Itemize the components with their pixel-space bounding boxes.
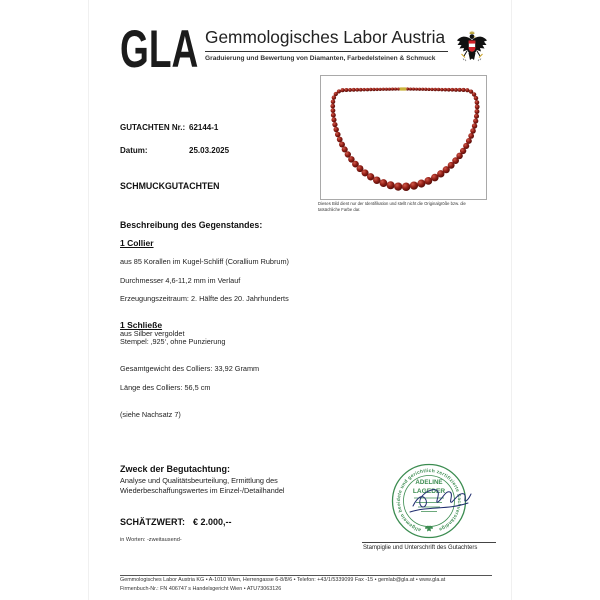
item-clasp-material: aus Silber vergoldet	[120, 328, 185, 338]
lab-name: Gemmologisches Labor Austria	[205, 27, 446, 47]
item-collier-title: 1 Collier	[120, 238, 154, 248]
coral-bead	[337, 137, 343, 143]
necklace-thread	[333, 89, 477, 187]
coral-bead	[369, 88, 372, 91]
total-weight: Gesamtgewicht des Colliers: 33,92 Gramm	[120, 363, 260, 373]
coral-bead	[412, 88, 415, 91]
coral-bead	[355, 88, 359, 92]
coral-bead	[470, 128, 476, 134]
appraiser-signature	[408, 476, 474, 520]
valuation-value: € 2.000,--	[193, 517, 232, 527]
coral-bead	[379, 88, 382, 91]
svg-text:ADELINE: ADELINE	[415, 479, 443, 486]
signature-line	[362, 542, 496, 543]
coral-bead	[458, 88, 462, 92]
coral-bead	[466, 138, 472, 144]
coral-bead	[440, 88, 444, 92]
total-length: Länge des Colliers: 56,5 cm	[120, 382, 211, 392]
coral-bead	[380, 179, 388, 187]
coral-bead	[331, 117, 336, 122]
item-collier-diameter: Durchmesser 4,6-11,2 mm im Verlauf	[120, 275, 241, 285]
coral-bead	[359, 88, 363, 92]
coral-bead	[475, 104, 480, 109]
coral-bead	[402, 183, 411, 192]
coral-bead	[410, 181, 418, 189]
svg-text:allgemein beeidete und gericht: allgemein beeidete und gerichtlich zertifizierte Sachverständige	[396, 468, 462, 532]
photo-caption-line: tatsächliche Farbe dar.	[318, 207, 361, 212]
purpose-heading: Zweck der Begutachtung:	[120, 464, 231, 474]
footer-contact-line: Gemmologisches Labor Austria KG • A-1010 Wien, Herrengasse 6-8/8/6 • Telefon: +43/1/5339099 Fax -15 • gemlab@gla.at • www.gla.at	[120, 576, 446, 583]
appendix-note: (siehe Nachsatz 7)	[120, 409, 181, 419]
coral-bead	[373, 176, 381, 184]
coral-bead	[454, 88, 458, 92]
coral-bead	[469, 89, 473, 93]
coral-bead	[335, 132, 341, 138]
coral-bead	[474, 109, 479, 114]
coral-bead	[424, 88, 427, 91]
certificate-type: SCHMUCKGUTACHTEN	[120, 181, 220, 191]
coral-bead	[344, 88, 348, 92]
coral-bead	[468, 133, 474, 139]
gla-logo: GLA	[120, 20, 199, 79]
lab-tagline: Graduierung und Bewertung von Diamanten, Farbedelsteinen & Schmuck	[205, 54, 436, 62]
coral-bead	[434, 88, 437, 91]
coral-bead	[332, 95, 336, 99]
header-rule	[205, 51, 448, 52]
footer-registry-line: Firmenbuch-Nr.: FN 406747 s Handelsgericht Wien • ATU73063126	[120, 585, 282, 592]
coral-bead	[331, 108, 336, 113]
coral-bead	[352, 88, 356, 92]
coral-bead	[332, 122, 337, 127]
valuation-in-words: in Worten: -zweitausend-	[120, 536, 182, 543]
coral-bead	[473, 118, 478, 123]
coral-bead	[394, 87, 397, 90]
coral-bead	[447, 88, 451, 92]
certificate-number-label: GUTACHTEN Nr.:	[120, 123, 186, 132]
coral-bead	[385, 88, 388, 91]
description-heading: Beschreibung des Gegenstandes:	[120, 219, 263, 230]
item-clasp-title: 1 Schließe	[120, 320, 163, 330]
certificate-number-value: 62144-1	[189, 123, 219, 132]
coral-beads	[330, 87, 479, 191]
purpose-line: Wiederbeschaffungswertes im Einzel-/Detailhandel	[120, 485, 285, 495]
coral-bead	[372, 88, 375, 91]
coral-bead	[421, 88, 424, 91]
coral-bead	[415, 88, 418, 91]
coral-bead	[387, 181, 395, 189]
gold-clasp	[400, 87, 407, 90]
valuation-label: SCHÄTZWERT:	[120, 517, 185, 527]
coral-bead	[375, 88, 378, 91]
coral-bead	[388, 88, 391, 91]
coral-bead	[362, 88, 366, 92]
coral-bead	[461, 88, 465, 92]
date-label: Datum:	[120, 146, 148, 155]
coral-bead	[341, 88, 345, 92]
svg-text:LAGEDER: LAGEDER	[412, 488, 446, 495]
coral-bead	[472, 123, 477, 128]
coral-bead	[427, 88, 430, 91]
coral-bead	[394, 182, 402, 190]
item-photo	[320, 75, 487, 200]
austrian-eagle-crest-icon	[456, 29, 488, 67]
coral-bead	[418, 88, 421, 91]
date-value: 25.03.2025	[189, 146, 230, 155]
coral-bead	[330, 104, 335, 109]
purpose-line: Analyse und Qualitätsbeurteilung, Ermittlung des	[120, 475, 278, 485]
coral-bead	[437, 88, 441, 92]
coral-bead	[382, 88, 385, 91]
coral-bead	[430, 88, 433, 91]
coral-bead	[465, 88, 469, 92]
item-collier-period: Erzeugungszeitraum: 2. Hälfte des 20. Jahrhunderts	[120, 293, 289, 303]
signature-caption: Stampiglie und Unterschrift des Gutachters	[363, 544, 478, 551]
photo-caption-line: Dieses Bild dient nur der Identifikation und stellt nicht die Originalgröße bzw. die	[318, 201, 466, 206]
item-clasp-hallmark: Stempel: ‚925‘, ohne Punzierung	[120, 336, 226, 346]
coral-bead	[366, 88, 370, 92]
coral-bead	[450, 88, 454, 92]
coral-bead	[443, 88, 447, 92]
coral-bead	[409, 87, 412, 90]
coral-bead	[474, 114, 479, 119]
coral-bead	[333, 127, 338, 132]
coral-necklace-image	[320, 75, 487, 200]
item-collier-material: aus 85 Korallen im Kugel-Schliff (Corallium Rubrum)	[120, 256, 289, 266]
coral-bead	[417, 180, 425, 188]
coral-bead	[348, 88, 352, 92]
coral-bead	[391, 88, 394, 91]
coral-bead	[331, 99, 336, 104]
coral-bead	[475, 100, 480, 105]
coral-bead	[331, 113, 336, 118]
